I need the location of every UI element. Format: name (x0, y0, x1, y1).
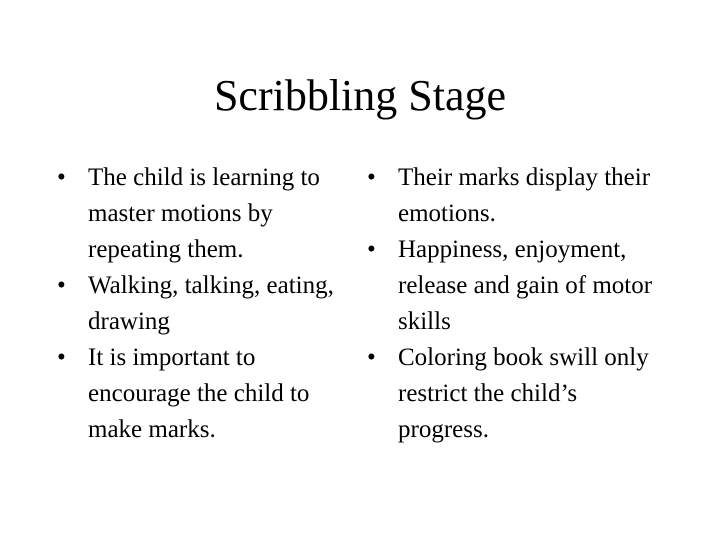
bullet-text: It is important to encourage the child to make marks. (88, 344, 310, 443)
slide-title: Scribbling Stage (213, 71, 507, 120)
bullet-item (57, 268, 357, 340)
bullet-dot-icon: • (57, 272, 66, 299)
bullet-text: Walking, talking, eating, drawing (88, 272, 334, 335)
bullet-item (367, 160, 667, 232)
bullet-item (57, 160, 357, 268)
bullet-text: The child is learning to master motions by repeating them. (88, 164, 320, 263)
bullet-text: Coloring book swill only restrict the child’s progress. (398, 344, 649, 443)
bullet-text: Their marks display their emotions. (398, 164, 651, 227)
right-bullet-list (367, 160, 667, 448)
bullet-item (57, 340, 357, 448)
bullet-dot-icon: • (367, 236, 376, 263)
bullet-text: Happiness, enjoyment, release and gain of motor skills (398, 236, 653, 335)
bullet-item (367, 340, 667, 448)
bullet-dot-icon: • (57, 344, 66, 371)
bullet-dot-icon: • (367, 164, 376, 191)
bullet-dot-icon: • (57, 164, 66, 191)
left-bullet-list (57, 160, 357, 448)
bullet-item (367, 232, 667, 340)
bullet-dot-icon: • (367, 344, 376, 371)
